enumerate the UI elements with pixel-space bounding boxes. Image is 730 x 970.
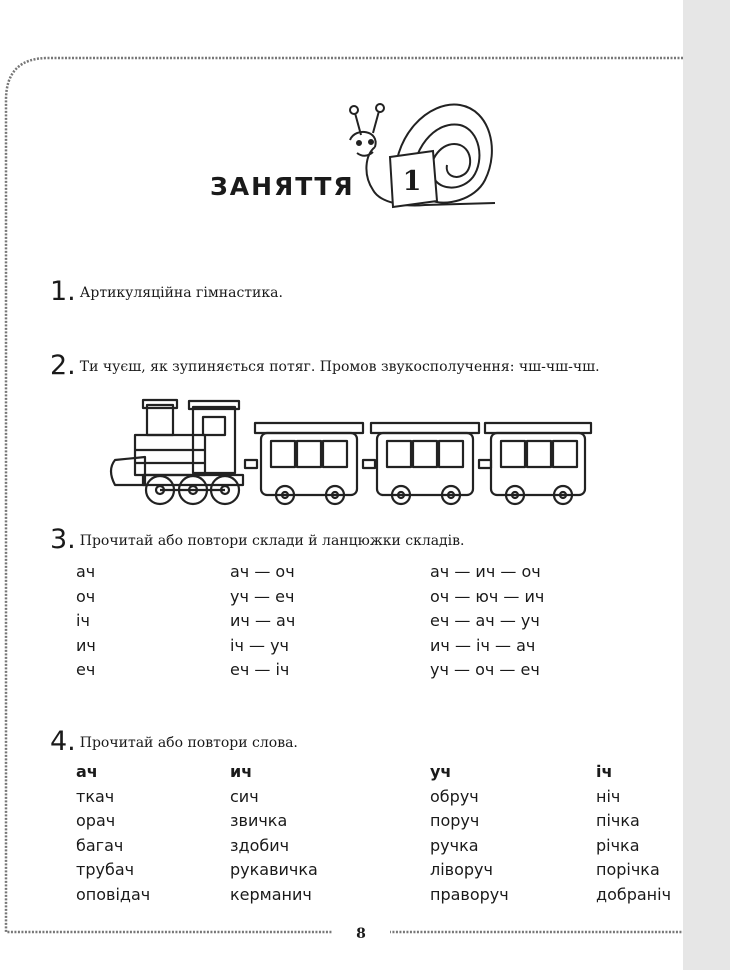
words-column-4 <box>596 760 671 907</box>
words-column-1 <box>76 760 150 907</box>
word: рукавичка <box>230 860 318 879</box>
words-column-2 <box>230 760 318 907</box>
word: орач <box>76 811 116 830</box>
task-text: Артикуляційна гімнастика. <box>79 285 283 301</box>
task-4 <box>50 726 298 757</box>
task-text: Ти чуєш, як зупиняється потяг. Промов звукосполучення: чш-чш-чш. <box>79 359 600 375</box>
word: керманич <box>230 884 312 904</box>
word: ніч <box>596 786 621 806</box>
task-number: 4. <box>50 726 76 757</box>
word: сич <box>230 786 259 806</box>
task-number: 3. <box>50 524 76 555</box>
task-text: Прочитай або повтори слова. <box>79 735 298 751</box>
syllable-chain: ич — ач <box>230 611 296 630</box>
word: ручка <box>430 835 479 855</box>
task-2 <box>50 350 600 381</box>
word: порічка <box>596 860 660 879</box>
syllable-chain: іч — уч <box>230 635 289 655</box>
words-column-3 <box>430 760 509 907</box>
syllable-chain: ич — іч — ач <box>430 635 536 655</box>
word: ліворуч <box>430 860 493 879</box>
lesson-title: ЗАНЯТТЯ <box>210 172 355 201</box>
syllable: еч <box>76 660 96 679</box>
syllable: ач <box>76 562 96 581</box>
syllables-column-1 <box>76 560 96 683</box>
words-column-head: уч <box>430 762 452 781</box>
syllable: ич <box>76 635 96 655</box>
syllable-chain: уч — оч — еч <box>430 660 540 679</box>
word: праворуч <box>430 884 509 904</box>
word: звичка <box>230 811 288 830</box>
task-1 <box>50 276 283 307</box>
word: обруч <box>430 786 479 806</box>
syllable-chain: еч — ач — уч <box>430 611 540 630</box>
word: трубач <box>76 860 135 879</box>
train-illustration <box>105 395 595 513</box>
word: багач <box>76 835 124 855</box>
syllable-chain: уч — еч <box>230 586 295 606</box>
syllable: оч <box>76 586 96 606</box>
word: пічка <box>596 811 640 830</box>
task-number: 1. <box>50 276 76 307</box>
word: поруч <box>430 811 480 830</box>
task-number: 2. <box>50 350 76 381</box>
word: ткач <box>76 786 115 806</box>
syllables-column-2 <box>230 560 295 683</box>
snail-illustration <box>335 95 500 215</box>
task-3 <box>50 524 465 555</box>
syllable-chain: ач — оч <box>230 562 295 581</box>
word: здобич <box>230 835 290 855</box>
syllable-chain: еч — іч <box>230 660 290 679</box>
words-column-head: ич <box>230 762 253 781</box>
page-number: 8 <box>332 920 390 948</box>
syllable-chain: оч — юч — ич <box>430 586 545 606</box>
syllable: іч <box>76 611 90 630</box>
words-column-head: іч <box>596 762 613 781</box>
task-text: Прочитай або повтори склади й ланцюжки складів. <box>79 533 465 549</box>
lesson-number: 1 <box>402 166 422 197</box>
word: оповідач <box>76 884 151 904</box>
syllables-column-3 <box>430 560 544 683</box>
word: добраніч <box>596 884 672 904</box>
words-column-head: ач <box>76 762 98 781</box>
syllable-chain: ач — ич — оч <box>430 562 541 581</box>
word: річка <box>596 835 640 855</box>
